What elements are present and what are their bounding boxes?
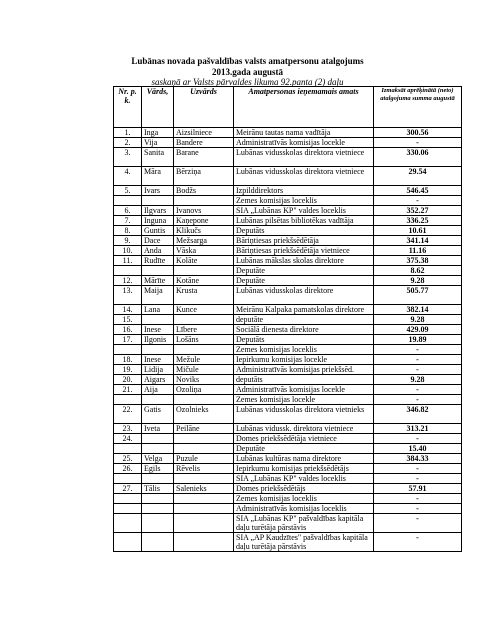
cell-vards: Iveta: [142, 424, 174, 434]
cell-vards: Lidija: [142, 365, 174, 375]
cell-amats: Zemes komisijas loceklis: [234, 345, 374, 355]
cell-amats: SIA „Lubānas KP" valdes loceklis: [234, 474, 374, 484]
cell-vards: Sanita: [142, 148, 174, 167]
table-row: [114, 167, 462, 186]
cell-vards: [142, 494, 174, 504]
cell-amats: Zemes komisijas locekle: [234, 395, 374, 405]
cell-nr: [114, 196, 142, 206]
table-row: [114, 504, 462, 514]
cell-nr: 3.: [114, 148, 142, 167]
cell-amats: Meirānu Kalpaka pamatskolas direktore: [234, 305, 374, 315]
table-row: [114, 395, 462, 405]
cell-summa: -: [374, 504, 462, 514]
cell-uzvards: Bandere: [174, 138, 234, 148]
cell-summa: 382.14: [374, 305, 462, 315]
table-row: [114, 464, 462, 474]
cell-summa: -: [374, 533, 462, 552]
cell-vards: [142, 474, 174, 484]
cell-amats: Zemes komisijas loceklis: [234, 196, 374, 206]
header-amats: Amatpersonas ieņemamais amats: [234, 87, 374, 128]
cell-nr: 1.: [114, 128, 142, 138]
cell-vards: [142, 434, 174, 444]
cell-vards: [142, 514, 174, 533]
table-row: [114, 305, 462, 315]
cell-nr: [114, 444, 142, 454]
table-row: [114, 266, 462, 276]
cell-summa: 384.33: [374, 454, 462, 464]
cell-amats: Domes priekšsēdētāja vietniece: [234, 434, 374, 444]
cell-uzvards: Mičule: [174, 365, 234, 375]
table-row: [114, 196, 462, 206]
cell-uzvards: [174, 315, 234, 325]
table-row: [114, 474, 462, 484]
cell-nr: 20.: [114, 375, 142, 385]
cell-vards: Ivars: [142, 186, 174, 196]
cell-summa: 8.62: [374, 266, 462, 276]
cell-summa: 11.16: [374, 246, 462, 256]
cell-vards: [142, 266, 174, 276]
cell-amats: Domes priekšsēdētājs: [234, 484, 374, 494]
table-row: [114, 236, 462, 246]
cell-vards: [142, 444, 174, 454]
table-row: [114, 405, 462, 424]
cell-nr: 8.: [114, 226, 142, 236]
cell-uzvards: Peilāne: [174, 424, 234, 434]
cell-vards: [142, 345, 174, 355]
cell-nr: 15.: [114, 315, 142, 325]
cell-vards: [142, 504, 174, 514]
cell-uzvards: Vāska: [174, 246, 234, 256]
cell-nr: 13.: [114, 286, 142, 305]
cell-summa: 341.14: [374, 236, 462, 246]
cell-vards: Lana: [142, 305, 174, 315]
cell-uzvards: [174, 395, 234, 405]
cell-nr: 16.: [114, 325, 142, 335]
cell-nr: 26.: [114, 464, 142, 474]
cell-uzvards: [174, 533, 234, 552]
cell-amats: SIA „Lubānas KP" valdes loceklis: [234, 206, 374, 216]
table-row: [114, 365, 462, 375]
cell-uzvards: [174, 444, 234, 454]
cell-vards: Ilgonis: [142, 335, 174, 345]
cell-uzvards: Kolāte: [174, 256, 234, 266]
cell-nr: 4.: [114, 167, 142, 186]
cell-amats: Lubānas mākslas skolas direktore: [234, 256, 374, 266]
cell-uzvards: [174, 504, 234, 514]
cell-amats: Meirānu tautas nama vadītāja: [234, 128, 374, 138]
cell-nr: [114, 266, 142, 276]
cell-summa: -: [374, 138, 462, 148]
cell-summa: 29.54: [374, 167, 462, 186]
cell-nr: 23.: [114, 424, 142, 434]
cell-vards: Inguna: [142, 216, 174, 226]
cell-summa: -: [374, 365, 462, 375]
cell-summa: -: [374, 434, 462, 444]
cell-summa: -: [374, 464, 462, 474]
header-uzvards: Uzvārds: [174, 87, 234, 128]
cell-amats: Lubānas vidusskolas direktora vietniece: [234, 148, 374, 167]
cell-uzvards: Kaņepone: [174, 216, 234, 226]
cell-nr: 14.: [114, 305, 142, 315]
cell-summa: -: [374, 355, 462, 365]
cell-vards: Maija: [142, 286, 174, 305]
header-summa: Izmaksāt aprēķinātā (neto) atalgojuma summa augustā: [374, 87, 462, 128]
cell-summa: 9.28: [374, 276, 462, 286]
cell-nr: 12.: [114, 276, 142, 286]
cell-nr: 2.: [114, 138, 142, 148]
cell-nr: 9.: [114, 236, 142, 246]
cell-vards: Inga: [142, 128, 174, 138]
table-row: [114, 138, 462, 148]
cell-nr: 17.: [114, 335, 142, 345]
cell-uzvards: Ozoliņa: [174, 385, 234, 395]
table-row: [114, 494, 462, 504]
table-row: [114, 434, 462, 444]
cell-uzvards: Bodžs: [174, 186, 234, 196]
cell-uzvards: Aizsilniece: [174, 128, 234, 138]
cell-nr: [114, 474, 142, 484]
cell-amats: Deputāts: [234, 226, 374, 236]
table-row: [114, 424, 462, 434]
table-row: [114, 385, 462, 395]
cell-uzvards: [174, 434, 234, 444]
cell-amats: Lubānas vidusskolas direktora vietnieks: [234, 405, 374, 424]
document-period: 2013.gada augustā: [211, 67, 283, 77]
cell-uzvards: Mežsarga: [174, 236, 234, 246]
cell-summa: 336.25: [374, 216, 462, 226]
table-row: [114, 186, 462, 196]
cell-uzvards: Salenieks: [174, 484, 234, 494]
table-row: [114, 206, 462, 216]
cell-amats: Administratīvās komisijas locekle: [234, 138, 374, 148]
cell-nr: [114, 504, 142, 514]
cell-amats: Lubānas vidusskolas direktora vietniece: [234, 167, 374, 186]
cell-vards: [142, 395, 174, 405]
cell-uzvards: Bērziņa: [174, 167, 234, 186]
cell-summa: -: [374, 494, 462, 504]
cell-vards: Egils: [142, 464, 174, 474]
cell-amats: Deputāte: [234, 444, 374, 454]
table-header-row: [114, 87, 462, 128]
table-row: [114, 325, 462, 335]
cell-vards: Inese: [142, 355, 174, 365]
cell-summa: 313.21: [374, 424, 462, 434]
cell-nr: 19.: [114, 365, 142, 375]
cell-amats: Bāriņtiesas priekšsēdētāja: [234, 236, 374, 246]
cell-nr: 25.: [114, 454, 142, 464]
cell-uzvards: Rēvelis: [174, 464, 234, 474]
table-row: [114, 315, 462, 325]
cell-amats: Deputāts: [234, 335, 374, 345]
cell-amats: Deputāte: [234, 276, 374, 286]
table-row: [114, 514, 462, 533]
cell-amats: Administratīvās komisijas priekšsēd.: [234, 365, 374, 375]
table-body: [114, 128, 462, 552]
table-row: [114, 533, 462, 552]
cell-summa: 9.28: [374, 315, 462, 325]
cell-vards: Inese: [142, 325, 174, 335]
cell-summa: 375.38: [374, 256, 462, 266]
cell-vards: Guntis: [142, 226, 174, 236]
cell-uzvards: Ivanovs: [174, 206, 234, 216]
cell-summa: 300.56: [374, 128, 462, 138]
cell-summa: -: [374, 474, 462, 484]
cell-amats: Lubānas kultūras nama direktore: [234, 454, 374, 464]
table-row: [114, 226, 462, 236]
table-row: [114, 216, 462, 226]
cell-summa: -: [374, 196, 462, 206]
table-row: [114, 276, 462, 286]
cell-nr: [114, 533, 142, 552]
header-vards: Vārds,: [142, 87, 174, 128]
cell-vards: Dace: [142, 236, 174, 246]
cell-vards: Aigars: [142, 375, 174, 385]
cell-summa: -: [374, 345, 462, 355]
cell-amats: Iepirkumu komisijas priekšsēdētājs: [234, 464, 374, 474]
cell-nr: [114, 494, 142, 504]
cell-vards: Anda: [142, 246, 174, 256]
cell-amats: Bāriņtiesas priekšsēdētāja vietniece: [234, 246, 374, 256]
cell-summa: 546.45: [374, 186, 462, 196]
cell-uzvards: [174, 345, 234, 355]
cell-uzvards: Barane: [174, 148, 234, 167]
cell-nr: [114, 514, 142, 533]
cell-amats: Iepirkumu komisijas locekle: [234, 355, 374, 365]
table-row: [114, 128, 462, 138]
cell-amats: Administratīvās komisijas loceklis: [234, 504, 374, 514]
cell-uzvards: Lošāns: [174, 335, 234, 345]
cell-nr: 24.: [114, 434, 142, 444]
cell-vards: Mārīte: [142, 276, 174, 286]
cell-uzvards: [174, 196, 234, 206]
cell-summa: 15.40: [374, 444, 462, 454]
cell-summa: 505.77: [374, 286, 462, 305]
cell-vards: [142, 196, 174, 206]
cell-amats: deputāts: [234, 375, 374, 385]
cell-summa: 19.89: [374, 335, 462, 345]
cell-nr: 5.: [114, 186, 142, 196]
header-nr: Nr. p. k.: [114, 87, 142, 128]
cell-uzvards: Mežule: [174, 355, 234, 365]
cell-vards: Tālis: [142, 484, 174, 494]
cell-uzvards: Puzule: [174, 454, 234, 464]
cell-vards: Gatis: [142, 405, 174, 424]
cell-vards: Velga: [142, 454, 174, 464]
cell-nr: 21.: [114, 385, 142, 395]
cell-vards: [142, 315, 174, 325]
table-row: [114, 345, 462, 355]
cell-uzvards: [174, 514, 234, 533]
cell-amats: Lubānas vidusskolas direktore: [234, 286, 374, 305]
salary-table: [113, 86, 462, 552]
cell-summa: -: [374, 514, 462, 533]
cell-uzvards: [174, 474, 234, 484]
table-row: [114, 246, 462, 256]
table-row: [114, 286, 462, 305]
cell-summa: 352.27: [374, 206, 462, 216]
cell-uzvards: Klikučs: [174, 226, 234, 236]
cell-amats: Sociālā dienesta direktore: [234, 325, 374, 335]
cell-nr: 11.: [114, 256, 142, 266]
table-row: [114, 484, 462, 494]
cell-nr: 10.: [114, 246, 142, 256]
cell-nr: 27.: [114, 484, 142, 494]
cell-vards: Rudīte: [142, 256, 174, 266]
cell-uzvards: Noviks: [174, 375, 234, 385]
document-title: Lubānas novada pašvaldības valsts amatpersonu atalgojums: [131, 56, 364, 66]
cell-amats: Zemes komisijas loceklis: [234, 494, 374, 504]
cell-vards: Māra: [142, 167, 174, 186]
document-subtitle: saskaņā ar Valsts pārvaldes likuma 92.panta (2) daļu: [151, 77, 344, 87]
cell-uzvards: Ozolnieks: [174, 405, 234, 424]
cell-nr: 6.: [114, 206, 142, 216]
cell-summa: 346.82: [374, 405, 462, 424]
cell-vards: Vija: [142, 138, 174, 148]
cell-uzvards: Kotāne: [174, 276, 234, 286]
table-row: [114, 444, 462, 454]
table-row: [114, 335, 462, 345]
cell-summa: 57.91: [374, 484, 462, 494]
cell-uzvards: [174, 494, 234, 504]
cell-uzvards: Krusta: [174, 286, 234, 305]
cell-summa: -: [374, 385, 462, 395]
cell-nr: [114, 395, 142, 405]
table-row: [114, 256, 462, 266]
cell-amats: SIA „Lubānas KP" pašvaldības kapitāla daļu turētāja pārstāvis: [234, 514, 374, 533]
cell-summa: 330.06: [374, 148, 462, 167]
cell-vards: [142, 533, 174, 552]
cell-amats: Lubānas vidussk. direktora vietniece: [234, 424, 374, 434]
cell-uzvards: Lībere: [174, 325, 234, 335]
cell-amats: Izpilddirektors: [234, 186, 374, 196]
cell-nr: 22.: [114, 405, 142, 424]
cell-summa: 429.09: [374, 325, 462, 335]
table-row: [114, 454, 462, 464]
cell-nr: 7.: [114, 216, 142, 226]
cell-amats: SIA „AP Kaudzītes" pašvaldības kapitāla daļu turētāja pārstāvis: [234, 533, 374, 552]
cell-summa: -: [374, 395, 462, 405]
cell-vards: Aija: [142, 385, 174, 395]
cell-summa: 10.61: [374, 226, 462, 236]
cell-nr: 18.: [114, 355, 142, 365]
cell-nr: [114, 345, 142, 355]
cell-amats: Administratīvās komisijas locekle: [234, 385, 374, 395]
table-row: [114, 355, 462, 365]
table-row: [114, 375, 462, 385]
cell-summa: 9.28: [374, 375, 462, 385]
cell-amats: Lubānas pilsētas bibliotēkas vadītāja: [234, 216, 374, 226]
cell-uzvards: [174, 266, 234, 276]
table-row: [114, 148, 462, 167]
cell-vards: Ilgvars: [142, 206, 174, 216]
cell-uzvards: Kunce: [174, 305, 234, 315]
cell-amats: deputāte: [234, 315, 374, 325]
cell-amats: Deputāte: [234, 266, 374, 276]
